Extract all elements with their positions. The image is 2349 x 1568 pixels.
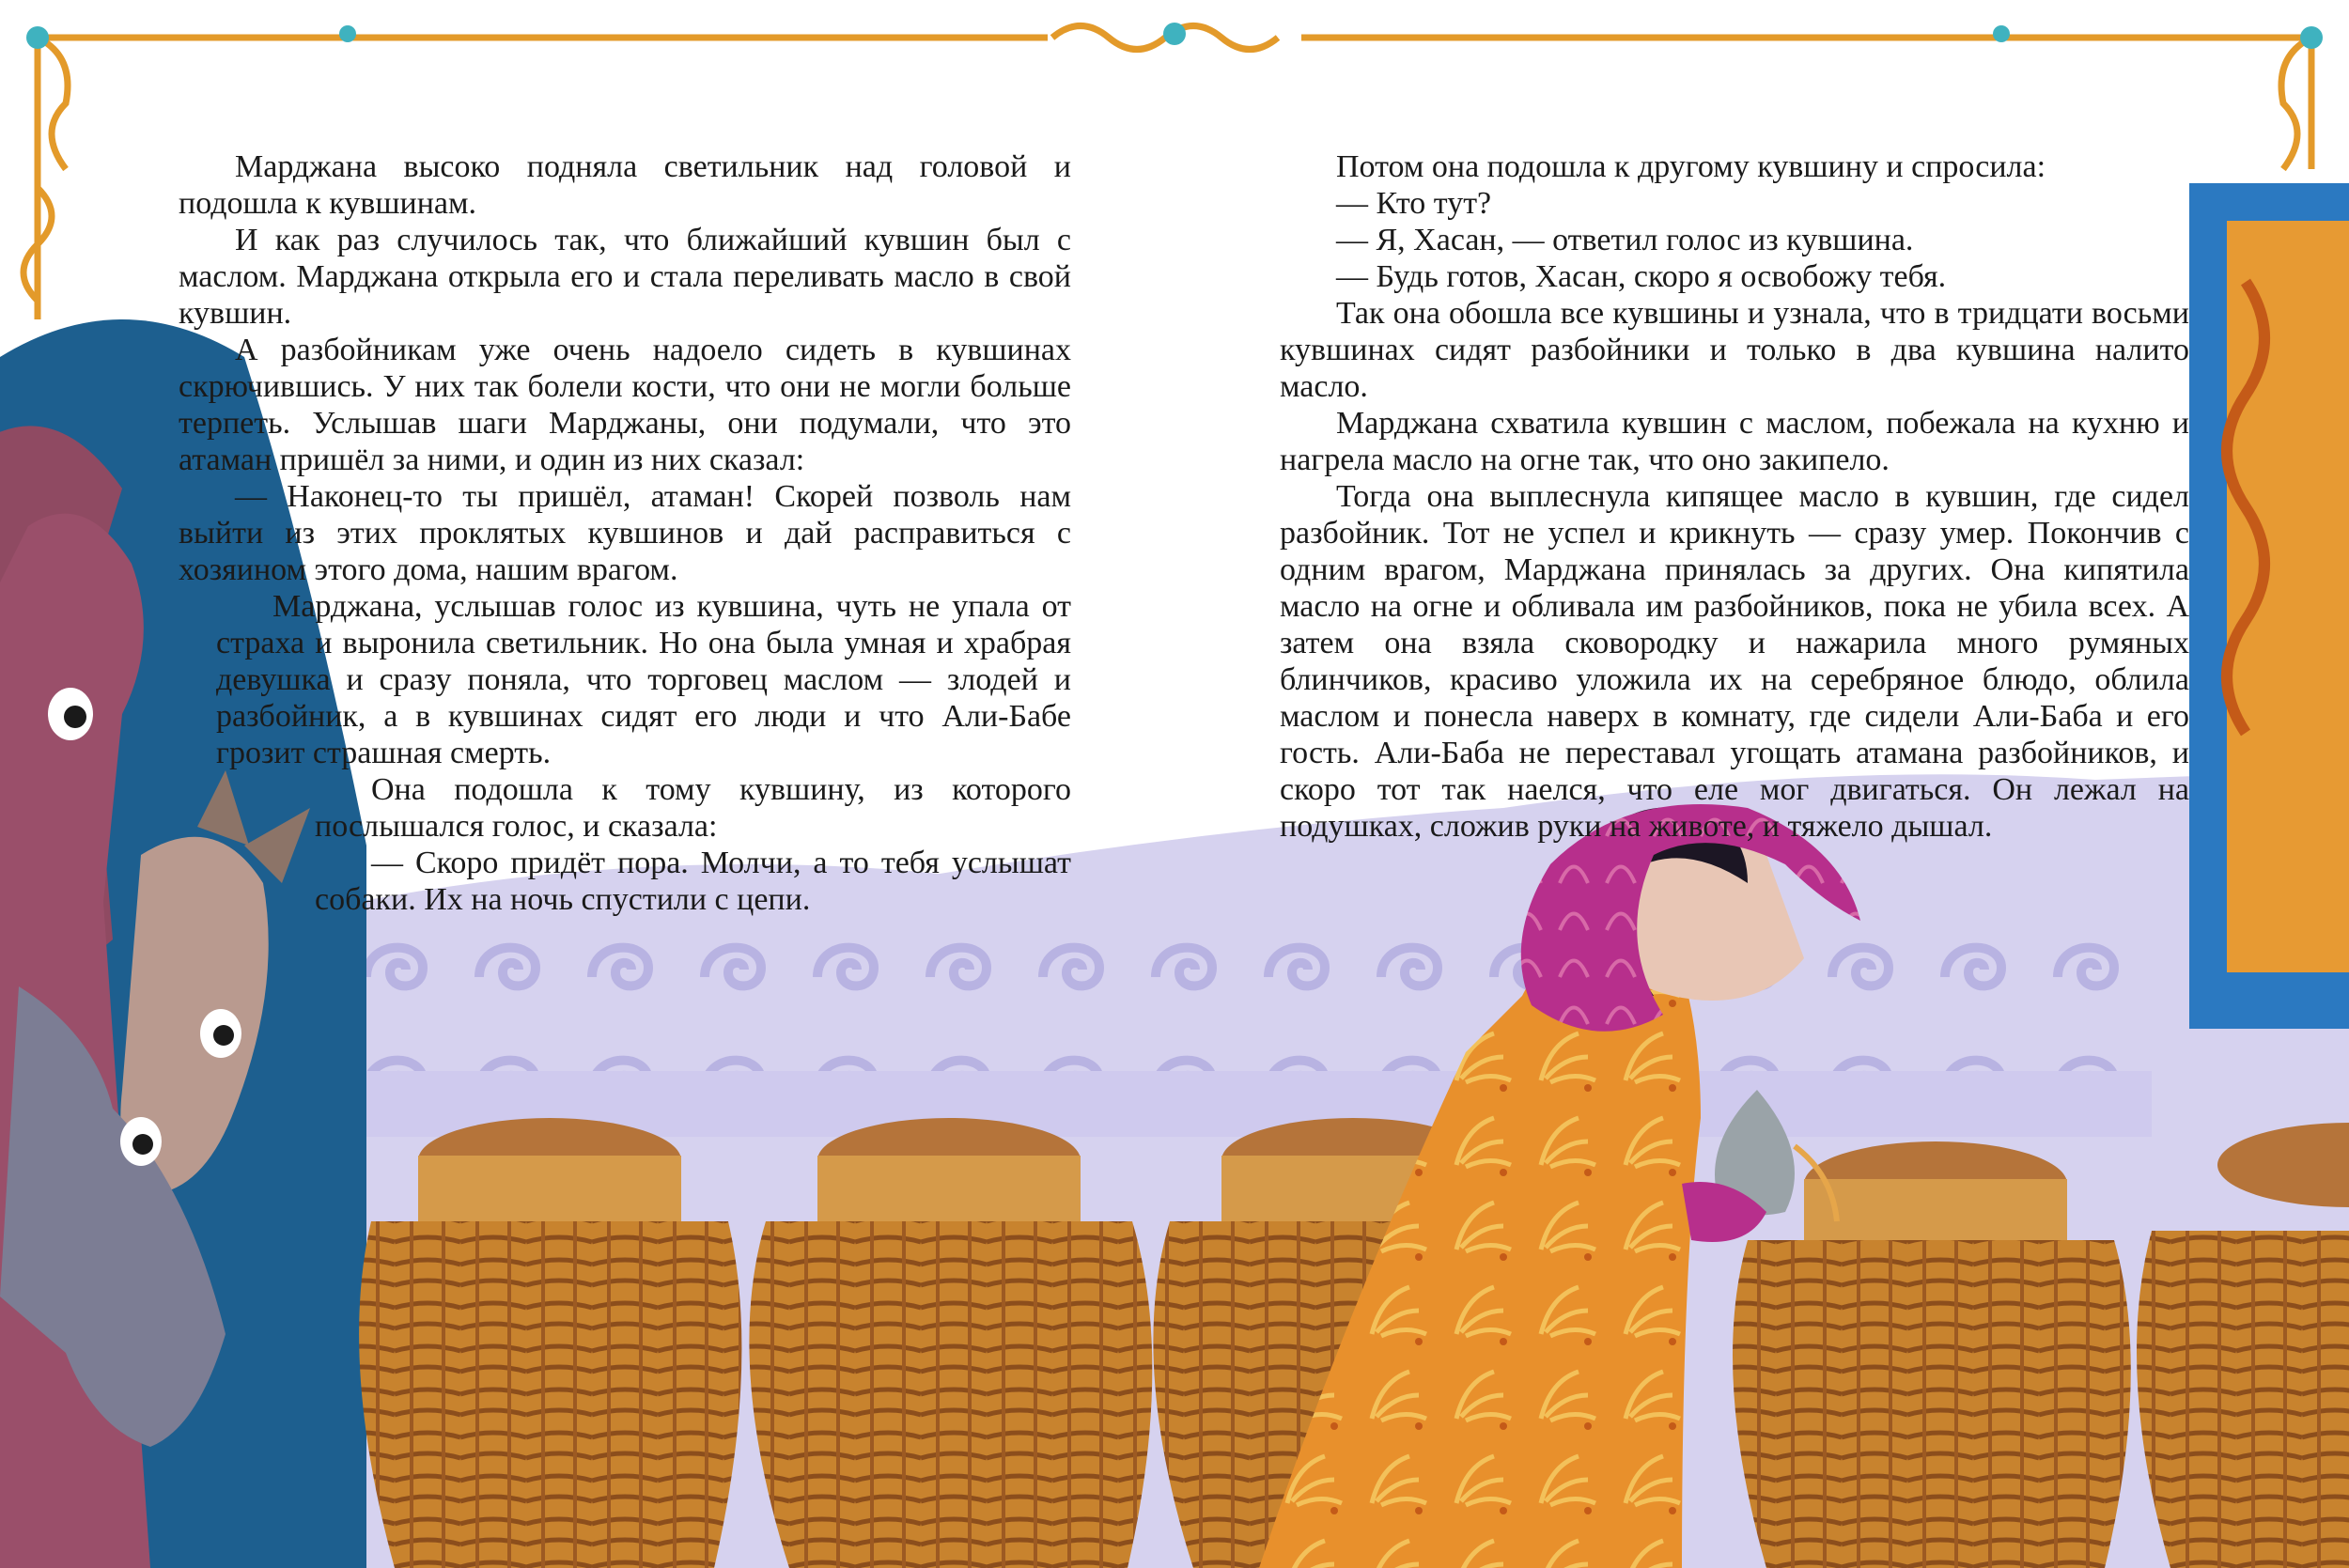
right-page-text xyxy=(1280,148,2189,845)
paragraph: Потом она подошла к другому кувшину и спросила: xyxy=(1336,149,2046,184)
paragraph: — Кто тут? xyxy=(1336,186,1492,221)
paragraph: Она подошла к тому кувшину, из которого послышался голос, и сказала: xyxy=(315,772,1071,844)
paragraph: А разбойникам уже очень надоело сидеть в кувшинах скрючившись. У них так болели кости, что они не могли больше терпеть. Услышав шаги Марджаны, они подумали, что это атаман пришёл за ними, и один из них сказал: xyxy=(179,333,1071,477)
paragraph: — Будь готов, Хасан, скоро я освобожу тебя. xyxy=(1336,259,1947,294)
paragraph: Марджана высоко подняла светильник над головой и подошла к кувшинам. xyxy=(179,149,1071,221)
paragraph: Марджана схватила кувшин с маслом, побежала на кухню и нагрела масло на огне так, что оно закипело. xyxy=(1280,406,2189,477)
paragraph: Так она обошла все кувшины и узнала, что в тридцати восьми кувшинах сидят разбойники и только в два кувшина налито масло. xyxy=(1280,296,2189,404)
paragraph: Тогда она выплеснула кипящее масло в кувшин, где сидел разбойник. Тот не успел и крикнуть — сразу умер. Покончив с одним врагом, Марджана принялась за других. Она кипятила масло на огне и обливала им разбойников, пока не убила всех. А затем она взяла сковородку и нажарила много румяных блинчиков, красиво уложила их на серебряное блюдо, облила маслом и понесла наверх в комнату, где сидели Али-Баба и его гость. Али-Баба не переставал угощать атамана разбойников, и скоро тот так наелся, что еле мог двигаться. Он лежал на подушках, сложив руки на животе, и тяжело дышал. xyxy=(1280,479,2189,844)
left-page-text xyxy=(179,148,1071,918)
paragraph: — Скоро придёт пора. Молчи, а то тебя услышат собаки. Их на ночь спустили с цепи. xyxy=(315,846,1071,917)
paragraph: — Я, Хасан, — ответил голос из кувшина. xyxy=(1336,223,1914,257)
paragraph: И как раз случилось так, что ближайший кувшин был с маслом. Марджана открыла его и стала переливать масло в свой кувшин. xyxy=(179,223,1071,331)
ornate-window xyxy=(2189,183,2349,1029)
paragraph: Марджана, услышав голос из кувшина, чуть не упала от страха и выронила светильник. Но она была умная и храбрая девушка и сразу поняла, что торговец маслом — злодей и разбойник, а в кувшинах сидят его люди и что Али-Бабе грозит страшная смерть. xyxy=(216,589,1071,770)
paragraph: — Наконец-то ты пришёл, атаман! Скорей позволь нам выйти из этих проклятых кувшинов и дай расправиться с хозяином этого дома, нашим врагом. xyxy=(179,479,1071,587)
